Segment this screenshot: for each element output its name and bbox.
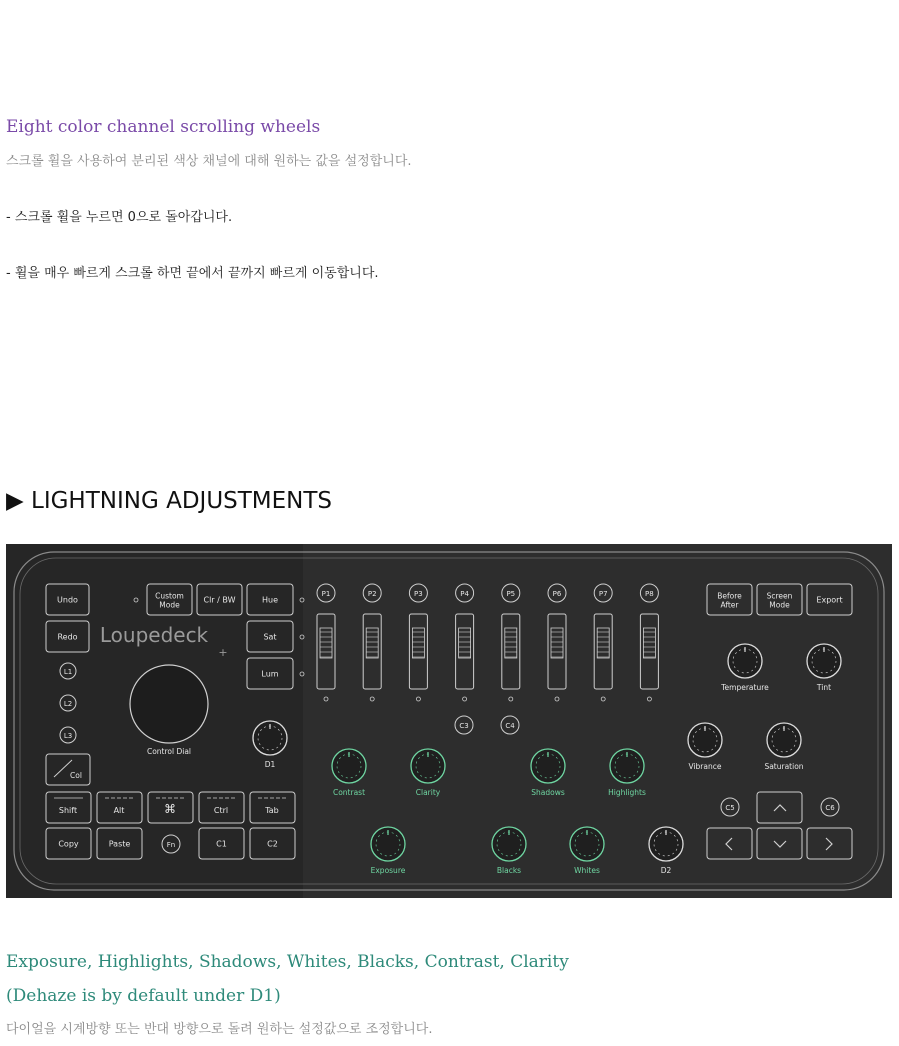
section-title-scroll-wheels: Eight color channel scrolling wheels: [6, 117, 321, 137]
section-description-scroll-wheels: 스크롤 휠을 사용하여 분리된 색상 채널에 대해 원하는 값을 설정합니다.: [6, 154, 412, 169]
c3-button-label: C3: [459, 722, 469, 730]
scroll-wheel-2-grip: [366, 628, 378, 658]
arrow-up-icon: [774, 805, 786, 811]
color-hue-dot: [300, 598, 304, 602]
l3-button-label: L3: [63, 732, 73, 740]
p-button-5-label: P5: [506, 590, 516, 598]
scroll-wheel-3-grip: [412, 628, 424, 658]
dial-vibrance-label: Vibrance: [688, 762, 722, 771]
dial-exposure-label: Exposure: [370, 866, 406, 875]
arrow-right-icon: [826, 838, 832, 850]
modifier-button-3-label: Ctrl: [213, 806, 229, 815]
p-button-1-label: P1: [321, 590, 331, 598]
bottom-button-c2-label: C2: [267, 839, 278, 849]
scroll-wheel-5-grip: [505, 628, 517, 658]
mode-indicator-dot: [134, 598, 138, 602]
custom-mode-button-label: Mode: [159, 600, 180, 610]
l1-button-label: L1: [63, 668, 73, 676]
p-button-6-label: P6: [552, 590, 562, 598]
scroll-wheel-4-grip: [459, 628, 471, 658]
color-sat-button-label: Sat: [263, 632, 277, 642]
color-sat-dot: [300, 635, 304, 639]
modifier-button-4-label: Tab: [265, 806, 279, 815]
scroll-wheel-2-dot: [370, 697, 374, 701]
arrow-left-icon: [726, 838, 732, 850]
bottom-button-paste-label: Paste: [108, 839, 131, 849]
d2-dial-label: D2: [660, 866, 672, 875]
fn-button-label: Fn: [166, 841, 176, 849]
c5-button-label: C5: [725, 804, 735, 812]
control-dial-label: Control Dial: [146, 747, 192, 756]
dial-blacks-label: Blacks: [496, 866, 522, 875]
section-title-dials: Exposure, Highlights, Shadows, Whites, Blacks, Contrast, Clarity: [6, 952, 569, 972]
undo-button-label: Undo: [57, 595, 78, 605]
top-right-button-1-label: Mode: [769, 600, 790, 610]
control-dial: [130, 665, 208, 743]
dial-contrast-label: Contrast: [332, 788, 366, 797]
scroll-wheel-5-dot: [509, 697, 513, 701]
scroll-wheel-6-grip: [551, 628, 563, 658]
bottom-button-copy-label: Copy: [58, 839, 79, 849]
scroll-wheel-7-grip: [597, 628, 609, 658]
col-button: [46, 754, 90, 785]
arrow-up-button: [757, 792, 802, 823]
modifier-button-2-label: ⌘: [164, 802, 176, 816]
loupedeck-logo: Loupedeck: [99, 623, 209, 647]
scroll-wheel-8-grip: [643, 628, 655, 658]
bottom-button-c1-label: C1: [216, 839, 227, 849]
arrow-down-button: [757, 828, 802, 859]
device-diagram: [6, 544, 892, 898]
col-button-label: Col: [70, 771, 82, 780]
p-button-7-label: P7: [598, 590, 608, 598]
l2-button-label: L2: [63, 700, 73, 708]
color-hue-button-label: Hue: [261, 595, 279, 605]
top-right-button-2-label: Export: [816, 595, 843, 605]
dial-tint-label: Tint: [816, 683, 832, 692]
scroll-wheel-6-dot: [555, 697, 559, 701]
clr-bw-button-label: Clr / BW: [203, 595, 236, 605]
scroll-wheel-8-dot: [647, 697, 651, 701]
color-lum-dot: [300, 672, 304, 676]
top-right-button-0-label: After: [720, 600, 739, 610]
p-button-2-label: P2: [367, 590, 377, 598]
dial-clarity-label: Clarity: [415, 788, 441, 797]
scroll-wheel-3-dot: [416, 697, 420, 701]
p-button-8-label: P8: [645, 590, 654, 598]
arrow-down-icon: [774, 841, 786, 847]
p-button-4-label: P4: [460, 590, 469, 598]
arrow-left-button: [707, 828, 752, 859]
section-description-dials: 다이얼을 시계방향 또는 반대 방향으로 돌려 원하는 설정값으로 조정합니다.: [6, 1022, 433, 1037]
scroll-wheel-4-dot: [463, 697, 467, 701]
section-subtitle-dehaze: (Dehaze is by default under D1): [6, 986, 281, 1006]
dial-highlights-label: Highlights: [608, 788, 646, 797]
scroll-wheel-1-dot: [324, 697, 328, 701]
modifier-button-1-label: Alt: [113, 806, 125, 815]
loupedeck-logo-plus: +: [218, 646, 228, 659]
loupedeck-device-image: [6, 544, 892, 898]
dial-shadows-label: Shadows: [531, 788, 565, 797]
p-button-3-label: P3: [414, 590, 423, 598]
top-right-button-0-label: Before: [717, 591, 742, 601]
arrow-right-button: [807, 828, 852, 859]
bullet-reset-to-zero: - 스크롤 휠을 누르면 0으로 돌아갑니다.: [6, 210, 233, 225]
redo-button-label: Redo: [57, 632, 78, 642]
c4-button-label: C4: [505, 722, 515, 730]
c6-button-label: C6: [825, 804, 835, 812]
modifier-button-0-label: Shift: [58, 806, 78, 815]
scroll-wheel-7-dot: [601, 697, 605, 701]
top-right-button-1-label: Screen: [766, 591, 793, 601]
dial-temperature-label: Temperature: [721, 683, 769, 692]
dial-saturation-label: Saturation: [764, 762, 804, 771]
custom-mode-button-label: Custom: [155, 591, 184, 601]
d1-dial-label: D1: [264, 760, 276, 769]
section-title-lightning-adjustments: ▶ LIGHTNING ADJUSTMENTS: [6, 488, 333, 514]
scroll-wheel-1-grip: [320, 628, 332, 658]
bullet-fast-scroll: - 휠을 매우 빠르게 스크롤 하면 끝에서 끝까지 빠르게 이동합니다.: [6, 266, 379, 281]
color-lum-button-label: Lum: [261, 669, 279, 679]
dial-whites-label: Whites: [574, 866, 600, 875]
